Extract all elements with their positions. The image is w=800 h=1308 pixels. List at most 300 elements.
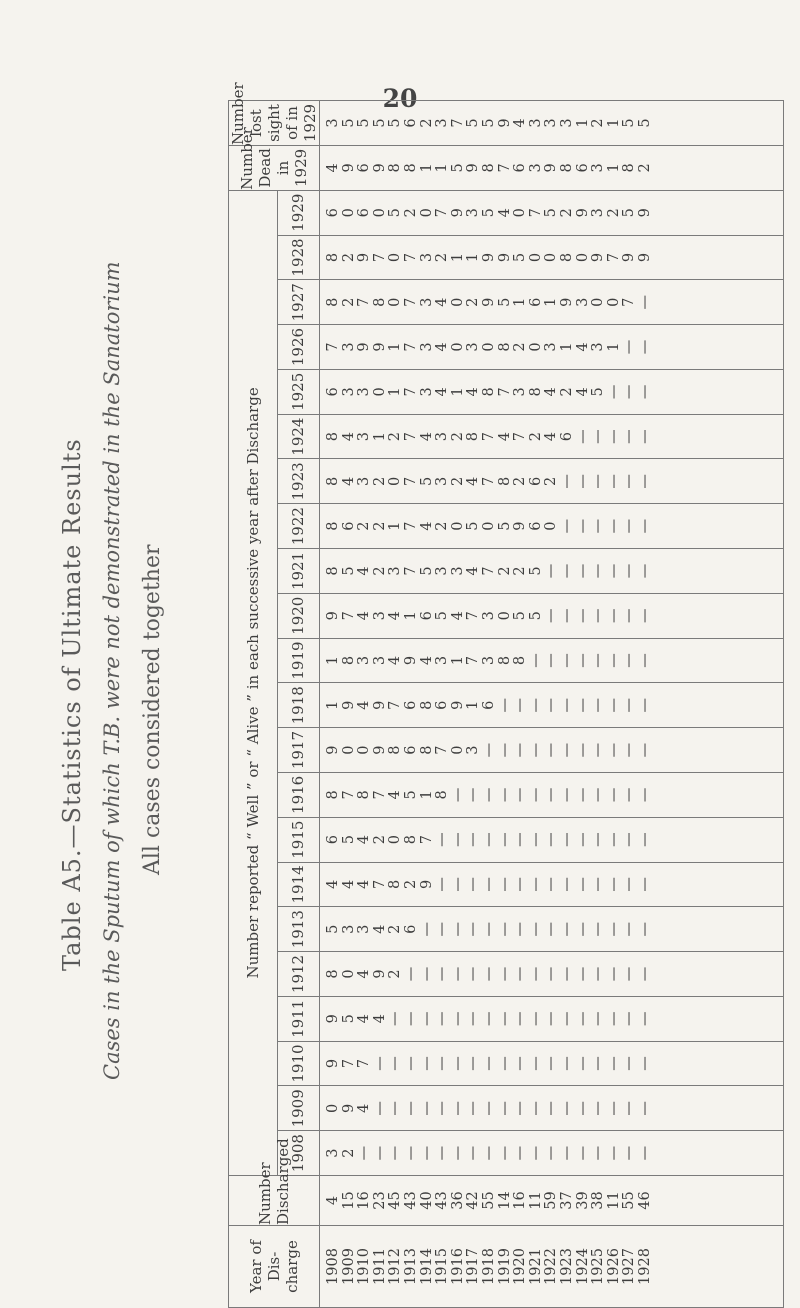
- cell-value: 0: [449, 745, 466, 755]
- cell-value: —: [590, 1011, 607, 1027]
- year-column-header: 1927: [278, 280, 320, 325]
- cell-value: —: [621, 787, 638, 803]
- cell-value: 6: [418, 611, 435, 621]
- cell-value: —: [590, 966, 607, 982]
- lost-value: 5: [621, 118, 638, 128]
- discharged-value: 43: [402, 1191, 419, 1210]
- cell-value: —: [465, 1101, 482, 1116]
- cell-value: —: [496, 832, 513, 847]
- cell-value: 3: [356, 924, 373, 934]
- cell-value: 3: [356, 476, 373, 487]
- cell-value: 4: [340, 432, 357, 442]
- cell-value: —: [543, 653, 560, 668]
- lost-value: 9: [496, 118, 513, 128]
- cell-value: —: [558, 608, 575, 623]
- cell-value: 9: [636, 208, 653, 218]
- cell-value: —: [465, 877, 482, 892]
- year-column-values: [320, 459, 784, 504]
- cell-value: —: [449, 921, 466, 937]
- cell-value: 2: [340, 297, 357, 307]
- cell-value: —: [465, 1011, 482, 1027]
- cell-value: —: [543, 698, 560, 713]
- year-column-header: 1923: [278, 459, 320, 504]
- cell-value: 4: [356, 879, 373, 890]
- cell-value: —: [465, 921, 482, 937]
- year-column-header: 1925: [278, 369, 320, 414]
- year-value: 1914: [418, 1248, 435, 1285]
- cell-value: 6: [340, 521, 357, 531]
- discharged-value: 11: [605, 1191, 622, 1210]
- year-value: 1923: [558, 1248, 575, 1285]
- cell-value: 2: [605, 208, 622, 218]
- cell-value: 8: [496, 655, 513, 666]
- cell-value: 5: [465, 521, 482, 531]
- year-value: 1922: [543, 1248, 560, 1285]
- discharged-value: 39: [574, 1191, 591, 1210]
- year-column-values: [320, 728, 784, 773]
- dead-value: 9: [465, 163, 482, 173]
- cell-value: 1: [449, 252, 466, 263]
- cell-value: 4: [574, 342, 591, 352]
- discharged-value: 46: [636, 1191, 653, 1210]
- cell-value: 0: [371, 387, 388, 397]
- cell-value: 7: [325, 342, 341, 352]
- dead-value: 3: [590, 163, 607, 173]
- cell-value: 8: [325, 252, 341, 263]
- cell-value: —: [574, 1101, 591, 1116]
- cell-value: —: [387, 1101, 404, 1116]
- year-column-values: [320, 1131, 784, 1176]
- cell-value: —: [558, 1145, 575, 1161]
- cell-value: —: [387, 1011, 404, 1027]
- cell-value: —: [590, 832, 607, 847]
- cell-value: 7: [434, 208, 451, 218]
- cell-value: 3: [418, 387, 435, 397]
- cell-value: —: [480, 787, 497, 803]
- lost-value: 3: [558, 118, 575, 128]
- cell-value: 4: [356, 969, 373, 979]
- year-column-values: [320, 504, 784, 549]
- cell-value: 8: [480, 387, 497, 397]
- cell-value: 7: [402, 566, 419, 576]
- year-column-header: 1922: [278, 504, 320, 549]
- table-scope: All cases considered together: [140, 544, 165, 876]
- cell-value: 9: [325, 1058, 341, 1069]
- cell-value: —: [527, 1011, 544, 1027]
- cell-value: 3: [356, 655, 373, 666]
- cell-value: —: [434, 1011, 451, 1027]
- cell-value: —: [605, 1011, 622, 1027]
- cell-value: 8: [387, 745, 404, 755]
- cell-value: 3: [465, 208, 482, 218]
- cell-value: 2: [512, 566, 529, 576]
- cell-value: —: [387, 1056, 404, 1071]
- page-number: 20: [382, 84, 418, 113]
- cell-value: —: [590, 474, 607, 489]
- year-value: 1909: [340, 1248, 357, 1285]
- cell-value: 4: [543, 432, 560, 442]
- cell-value: —: [496, 1056, 513, 1071]
- cell-value: 8: [402, 835, 419, 845]
- dead-value: 4: [325, 163, 341, 173]
- lost-1929-list: [320, 101, 784, 146]
- cell-value: 5: [527, 611, 544, 621]
- lost-value: 5: [387, 118, 404, 128]
- discharged-value: 45: [387, 1191, 404, 1210]
- cell-value: —: [605, 429, 622, 444]
- cell-value: 3: [325, 1148, 341, 1158]
- cell-value: 0: [496, 611, 513, 621]
- cell-value: 3: [480, 611, 497, 621]
- year-column-values: [320, 638, 784, 683]
- cell-value: 7: [605, 252, 622, 263]
- cell-value: 8: [325, 476, 341, 487]
- cell-value: —: [496, 1011, 513, 1027]
- cell-value: —: [574, 474, 591, 489]
- cell-value: 0: [387, 297, 404, 307]
- cell-value: —: [558, 966, 575, 982]
- cell-value: 5: [480, 208, 497, 218]
- lost-value: 4: [512, 118, 529, 128]
- cell-value: 7: [465, 655, 482, 666]
- cell-value: 9: [402, 655, 419, 666]
- discharged-value: 38: [590, 1191, 607, 1210]
- discharged-value: 55: [621, 1191, 638, 1210]
- cell-value: 0: [371, 208, 388, 218]
- cell-value: —: [590, 1056, 607, 1071]
- discharged-header: Number Discharged: [229, 1176, 320, 1226]
- year-value: 1913: [402, 1248, 419, 1285]
- year-column-header: 1915: [278, 817, 320, 862]
- cell-value: —: [465, 787, 482, 803]
- year-column-header: 1916: [278, 772, 320, 817]
- cell-value: 9: [449, 208, 466, 218]
- cell-value: —: [574, 832, 591, 847]
- cell-value: —: [449, 966, 466, 982]
- year-value: 1912: [387, 1248, 404, 1285]
- cell-value: —: [512, 1011, 529, 1027]
- discharged-value: 11: [527, 1191, 544, 1210]
- cell-value: 9: [590, 252, 607, 263]
- cell-value: 4: [356, 1103, 373, 1113]
- cell-value: —: [512, 877, 529, 892]
- cell-value: 3: [434, 432, 451, 442]
- cell-value: 6: [527, 297, 544, 307]
- cell-value: —: [636, 339, 653, 355]
- lost-value: 3: [325, 118, 341, 128]
- cell-value: —: [449, 787, 466, 803]
- dead-value: 8: [480, 163, 497, 173]
- cell-value: —: [527, 966, 544, 982]
- cell-value: —: [434, 966, 451, 982]
- cell-value: 3: [543, 342, 560, 352]
- cell-value: —: [636, 921, 653, 937]
- cell-value: —: [605, 518, 622, 534]
- cell-value: —: [418, 921, 435, 937]
- cell-value: 2: [371, 521, 388, 531]
- cell-value: 0: [340, 969, 357, 979]
- cell-value: —: [449, 877, 466, 892]
- cell-value: —: [543, 1056, 560, 1071]
- cell-value: 5: [496, 297, 513, 307]
- cell-value: 6: [527, 476, 544, 487]
- cell-value: —: [496, 787, 513, 803]
- cell-value: —: [574, 518, 591, 534]
- cell-value: 2: [371, 835, 388, 845]
- cell-value: 3: [340, 342, 357, 352]
- table-title: Table A5.—Statistics of Ultimate Results: [58, 438, 86, 972]
- cell-value: 7: [340, 1058, 357, 1069]
- cell-value: 5: [434, 611, 451, 621]
- cell-value: 7: [496, 387, 513, 397]
- year-column-header: 1908: [278, 1131, 320, 1176]
- cell-value: —: [636, 832, 653, 847]
- discharged-value: 59: [543, 1191, 560, 1210]
- lost-value: 2: [590, 118, 607, 128]
- cell-value: —: [512, 698, 529, 713]
- dead-value: 8: [402, 163, 419, 173]
- cell-value: 8: [325, 566, 341, 576]
- cell-value: —: [636, 474, 653, 489]
- cell-value: 9: [340, 700, 357, 710]
- cell-value: —: [543, 742, 560, 758]
- discharged-value: 42: [465, 1191, 482, 1210]
- year-value: 1926: [605, 1248, 622, 1285]
- cell-value: —: [434, 1101, 451, 1116]
- cell-value: —: [621, 832, 638, 847]
- cell-value: 9: [636, 252, 653, 263]
- cell-value: 6: [402, 745, 419, 755]
- year-column-values: [320, 772, 784, 817]
- cell-value: 8: [465, 432, 482, 442]
- cell-value: —: [574, 787, 591, 803]
- cell-value: 5: [512, 611, 529, 621]
- cell-value: 2: [371, 476, 388, 487]
- cell-value: —: [621, 384, 638, 400]
- lost-value: 6: [402, 118, 419, 128]
- cell-value: —: [512, 787, 529, 803]
- discharged-value: 15: [340, 1191, 357, 1210]
- cell-value: 8: [418, 700, 435, 710]
- cell-value: —: [605, 563, 622, 579]
- cell-value: —: [574, 563, 591, 579]
- cell-value: 2: [449, 476, 466, 487]
- cell-value: 0: [480, 521, 497, 531]
- cell-value: 6: [480, 700, 497, 710]
- cell-value: 3: [356, 387, 373, 397]
- cell-value: —: [480, 1011, 497, 1027]
- cell-value: 3: [574, 297, 591, 307]
- cell-value: —: [590, 698, 607, 713]
- cell-value: 3: [512, 387, 529, 397]
- cell-value: —: [418, 1101, 435, 1116]
- cell-value: —: [574, 698, 591, 713]
- cell-value: 1: [402, 611, 419, 621]
- year-column-values: [320, 593, 784, 638]
- cell-value: —: [527, 877, 544, 892]
- cell-value: 0: [527, 342, 544, 352]
- cell-value: 3: [465, 745, 482, 755]
- cell-value: 6: [434, 700, 451, 710]
- cell-value: —: [512, 1145, 529, 1161]
- cell-value: 3: [371, 655, 388, 666]
- cell-value: —: [527, 1056, 544, 1071]
- lost-value: 5: [340, 118, 357, 128]
- cell-value: 3: [590, 208, 607, 218]
- year-value: 1916: [449, 1248, 466, 1285]
- cell-value: —: [558, 474, 575, 489]
- dead-value: 8: [621, 163, 638, 173]
- cell-value: 8: [325, 432, 341, 442]
- dead-value: 9: [543, 163, 560, 173]
- cell-value: 0: [574, 252, 591, 263]
- cell-value: 5: [496, 521, 513, 531]
- cell-value: 2: [340, 1148, 357, 1158]
- cell-value: —: [636, 653, 653, 668]
- cell-value: —: [418, 1056, 435, 1071]
- lost-value: 3: [527, 118, 544, 128]
- cell-value: 1: [465, 252, 482, 263]
- cell-value: 4: [418, 655, 435, 666]
- cell-value: —: [496, 966, 513, 982]
- year-column-header: 1921: [278, 549, 320, 594]
- discharged-value: 4: [325, 1195, 341, 1206]
- dead-value: 2: [636, 163, 653, 173]
- cell-value: 7: [371, 252, 388, 263]
- cell-value: —: [418, 1011, 435, 1027]
- cell-value: 2: [387, 432, 404, 442]
- cell-value: —: [480, 1101, 497, 1116]
- cell-value: 2: [371, 566, 388, 576]
- cell-value: 5: [340, 566, 357, 576]
- cell-value: 7: [340, 611, 357, 621]
- lost-value: 5: [465, 118, 482, 128]
- cell-value: 4: [465, 476, 482, 487]
- cell-value: 4: [325, 879, 341, 890]
- cell-value: —: [527, 787, 544, 803]
- cell-value: 7: [465, 611, 482, 621]
- cell-value: —: [543, 608, 560, 623]
- cell-value: 1: [449, 387, 466, 397]
- cell-value: 0: [418, 208, 435, 218]
- cell-value: —: [496, 742, 513, 758]
- cell-value: 9: [371, 745, 388, 755]
- cell-value: 4: [418, 432, 435, 442]
- cell-value: 4: [387, 655, 404, 666]
- discharged-value: 14: [496, 1191, 513, 1210]
- year-list: [320, 1226, 784, 1308]
- cell-value: 3: [434, 566, 451, 576]
- cell-value: 5: [512, 252, 529, 263]
- cell-value: —: [480, 877, 497, 892]
- cell-value: —: [480, 921, 497, 937]
- year-column-header: 1920: [278, 593, 320, 638]
- cell-value: 3: [356, 432, 373, 442]
- cell-value: —: [636, 698, 653, 713]
- cell-value: —: [636, 518, 653, 534]
- cell-value: —: [465, 1145, 482, 1161]
- cell-value: 3: [418, 342, 435, 352]
- cell-value: —: [590, 921, 607, 937]
- dead-value: 6: [574, 163, 591, 173]
- cell-value: 2: [543, 476, 560, 487]
- cell-value: —: [574, 429, 591, 444]
- cell-value: 5: [543, 208, 560, 218]
- cell-value: 3: [465, 342, 482, 352]
- cell-value: 8: [325, 790, 341, 800]
- cell-value: 1: [558, 342, 575, 352]
- cell-value: —: [574, 742, 591, 758]
- cell-value: —: [480, 742, 497, 758]
- year-column-header: 1926: [278, 325, 320, 370]
- cell-value: 3: [340, 924, 357, 934]
- cell-value: 7: [356, 1058, 373, 1069]
- cell-value: 2: [387, 924, 404, 934]
- dead-value: 1: [434, 163, 451, 173]
- cell-value: —: [449, 1101, 466, 1116]
- cell-value: 4: [496, 208, 513, 218]
- year-value: 1920: [512, 1248, 529, 1285]
- cell-value: —: [512, 921, 529, 937]
- cell-value: —: [543, 877, 560, 892]
- cell-value: 2: [402, 879, 419, 890]
- cell-value: 8: [340, 655, 357, 666]
- cell-value: —: [527, 742, 544, 758]
- cell-value: 4: [387, 611, 404, 621]
- year-column-header: 1917: [278, 728, 320, 773]
- cell-value: 0: [387, 252, 404, 263]
- cell-value: —: [590, 742, 607, 758]
- cell-value: 6: [527, 521, 544, 531]
- cell-value: —: [480, 1056, 497, 1071]
- cell-value: 2: [434, 521, 451, 531]
- year-header: Year of Dis-charge: [229, 1226, 320, 1308]
- cell-value: —: [605, 1056, 622, 1071]
- cell-value: 6: [402, 924, 419, 934]
- cell-value: 8: [527, 387, 544, 397]
- cell-value: 9: [449, 700, 466, 710]
- cell-value: —: [605, 742, 622, 758]
- cell-value: —: [418, 966, 435, 982]
- cell-value: —: [558, 877, 575, 892]
- cell-value: 2: [496, 566, 513, 576]
- year-column-values: [320, 996, 784, 1041]
- cell-value: 4: [465, 566, 482, 576]
- discharged-value: 55: [480, 1191, 497, 1210]
- cell-value: 4: [340, 476, 357, 487]
- cell-value: 2: [512, 342, 529, 352]
- dead-value: 1: [418, 163, 435, 173]
- cell-value: 4: [340, 879, 357, 890]
- cell-value: 6: [325, 387, 341, 397]
- discharged-value: 36: [449, 1191, 466, 1210]
- cell-value: 4: [449, 611, 466, 621]
- cell-value: —: [636, 787, 653, 803]
- lost-value: 2: [418, 118, 435, 128]
- cell-value: —: [371, 1056, 388, 1071]
- cell-value: 1: [605, 342, 622, 352]
- cell-value: —: [621, 608, 638, 623]
- table-subtitle: Cases in the Sputum of which T.B. were not demonstrated in the Sanatorium: [100, 261, 124, 1080]
- cell-value: 4: [543, 387, 560, 397]
- cell-value: —: [590, 429, 607, 444]
- cell-value: 0: [449, 297, 466, 307]
- cell-value: 2: [512, 476, 529, 487]
- cell-value: —: [558, 1101, 575, 1116]
- cell-value: —: [496, 698, 513, 713]
- cell-value: 9: [512, 521, 529, 531]
- dead-value: 8: [558, 163, 575, 173]
